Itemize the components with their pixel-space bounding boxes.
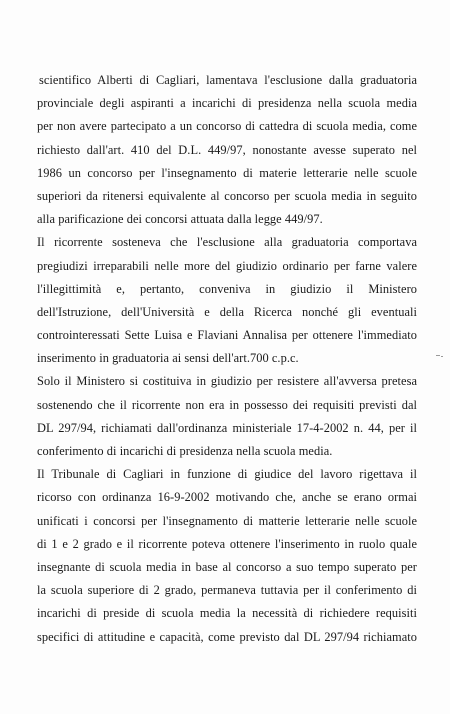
text-line: incarichi di preside di scuola media la necessità di richiedere requisiti	[37, 606, 417, 621]
text-line: richiesto dall'art. 410 del D.L. 449/97, nonostante avesse superato nel	[37, 142, 417, 157]
text-line: per non avere partecipato a un concorso di cattedra di scuola media, come	[37, 119, 417, 134]
text-line: alla parificazione dei concorsi attuata dalla legge 449/97.	[37, 212, 323, 227]
text-line: scientifico Alberti di Cagliari, lamentava l'esclusione dalla graduatoria	[39, 73, 417, 87]
text-line: insegnante di scuola media in base al concorso a suo tempo superato per	[37, 559, 417, 574]
text-line: DL 297/94, richiamati dall'ordinanza ministeriale 17-4-2002 n. 44, per il	[37, 420, 417, 435]
text-line: sostenendo che il ricorrente non era in possesso dei requisiti previsti dal	[37, 397, 417, 412]
text-line: la scuola superiore di 2 grado, permaneva tuttavia per il conferimento di	[37, 583, 417, 598]
text-line: dell'Istruzione, dell'Università e della Ricerca nonché gli eventuali	[37, 304, 417, 319]
text-line: conferimento di incarichi di presidenza nella scuola media.	[37, 444, 333, 458]
text-line: controinteressati Sette Luisa e Flaviani Annalisa per ottenere l'immediato	[37, 328, 417, 343]
text-line: unificati i concorsi per l'insegnamento di matterie letterarie nelle scuole	[37, 513, 417, 528]
text-line: inserimento in graduatoria ai sensi dell'art.700 c.p.c.	[37, 351, 299, 366]
text-line: l'illegittimità e, pertanto, conveniva in giudizio il Ministero	[37, 281, 417, 296]
text-line: superiori da ritenersi equivalente al concorso per scuola media in seguito	[37, 188, 417, 203]
document-body	[37, 69, 417, 649]
text-line: Il Tribunale di Cagliari in funzione di giudice del lavoro rigettava il	[37, 467, 417, 482]
text-line: provinciale degli aspiranti a incarichi di presidenza nella scuola media	[37, 96, 417, 111]
text-line: Solo il Ministero si costituiva in giudizio per resistere all'avversa pretesa	[37, 374, 417, 389]
text-line: di 1 e 2 grado e il ricorrente poteva ottenere l'inserimento in ruolo quale	[37, 536, 417, 551]
text-line: Il ricorrente sosteneva che l'esclusione alla graduatoria comportava	[37, 235, 417, 250]
text-line: specifici di attitudine e capacità, come previsto dal DL 297/94 richiamato	[37, 629, 417, 644]
scan-speck	[441, 356, 443, 357]
text-line: 1986 un concorso per l'insegnamento di materie letterarie nelle scuole	[37, 165, 417, 180]
text-line: pregiudizi irreparabili nelle more del giudizio ordinario per farne valere	[37, 258, 417, 273]
text-line: ricorso con ordinanza 16-9-2002 motivando che, anche se erano ormai	[37, 490, 417, 505]
scan-speck	[436, 355, 440, 356]
